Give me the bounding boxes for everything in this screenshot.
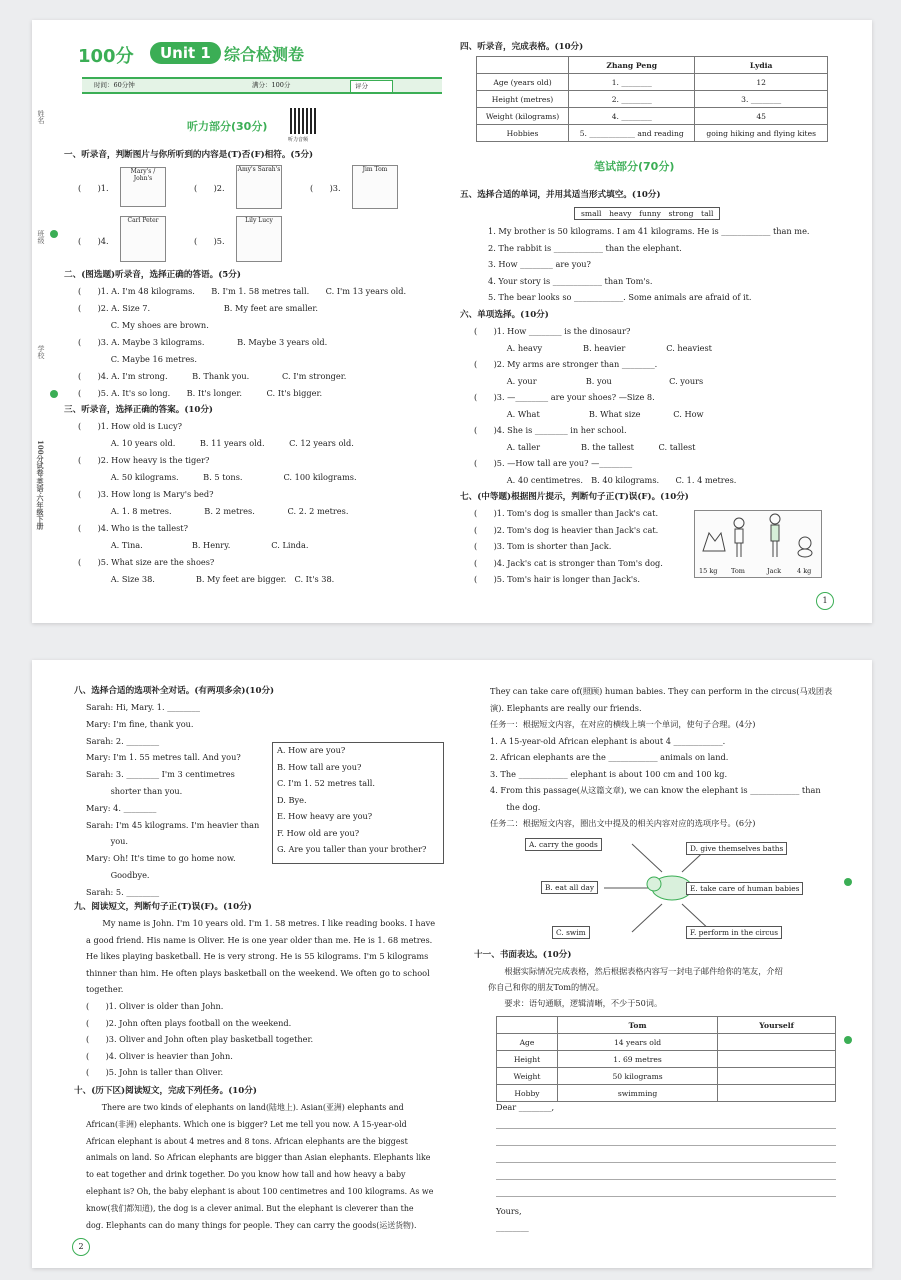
passage-line: There are two kinds of elephants on land(陆地上). Asian(亚洲) elephants and: [86, 1103, 404, 1112]
tom-label: Tom: [731, 567, 745, 575]
table-cell: 1. 69 metres: [558, 1051, 718, 1068]
writing-line[interactable]: [496, 1128, 836, 1129]
s9-line[interactable]: ( )1. Oliver is older than John.: [86, 1001, 224, 1011]
table-cell: Weight: [497, 1068, 558, 1085]
s9-line[interactable]: ( )4. Oliver is heavier than John.: [86, 1050, 233, 1061]
writing-line[interactable]: [496, 1179, 836, 1180]
spine-text: 100分试卷·英语·六年级下册: [36, 440, 45, 530]
section-2-lines: [78, 286, 406, 405]
letter-signature[interactable]: ________: [496, 1222, 529, 1232]
s5-line[interactable]: 2. The rabbit is ____________ than the elephant.: [488, 242, 682, 253]
s8-line[interactable]: Mary: 4. ________: [86, 802, 157, 813]
s3-line: A. 1. 8 metres. B. 2 metres. C. 2. 2 metres.: [78, 506, 349, 516]
s8-line: Mary: I'm 1. 55 metres tall. And you?: [86, 752, 241, 763]
section-9-title: 九、阅读短文，判断句子正(T)误(F)。(10分): [74, 902, 252, 912]
section-4-table: [476, 56, 828, 142]
s2-line[interactable]: ( )5. A. It's so long. B. It's longer. C. It's bigger.: [78, 388, 323, 398]
passage-line: African(非洲) elephants. Which one is bigger? Let me tell you now. A 15-year-old: [86, 1119, 407, 1129]
s7-picture: [694, 510, 822, 578]
table-cell-blank[interactable]: 2. ________: [569, 91, 695, 108]
table-cell: Weight (kilograms): [477, 108, 569, 125]
passage-line: He likes playing basketball. He is very strong. He is 55 kilograms. I'm 5 kilograms: [86, 951, 429, 961]
web-option-a[interactable]: A. carry the goods: [525, 838, 602, 851]
s8-line: Goodbye.: [86, 869, 150, 880]
grade-box[interactable]: 评分: [350, 80, 393, 93]
table-cell: 12: [695, 74, 828, 91]
s6-line: A. taller B. the tallest C. tallest: [474, 441, 696, 452]
section-3-lines: [78, 421, 357, 591]
section-3-title: 三、听录音，选择正确的答案。(10分): [64, 405, 213, 415]
table-cell-blank[interactable]: 5. ____________ and reading: [569, 125, 695, 142]
qr-label: 听力音频: [288, 137, 309, 143]
s1-picture-2: Amy's Sarah's: [236, 165, 282, 209]
passage-line: to eat together and drink together. Do you know how tall and how heavy a baby: [86, 1170, 406, 1180]
letter-dear[interactable]: Dear ________,: [496, 1102, 555, 1112]
s5-line[interactable]: 4. Your story is ____________ than Tom's.: [488, 275, 653, 286]
table-header-row: [477, 57, 828, 74]
web-option-b[interactable]: B. eat all day: [541, 881, 598, 894]
s3-line[interactable]: ( )3. How long is Mary's bed?: [78, 489, 214, 499]
table-header-row: [497, 1017, 836, 1034]
word-box: small heavy funny strong tall: [574, 207, 720, 220]
qr-code[interactable]: [290, 108, 316, 134]
page-number: 2: [72, 1238, 90, 1256]
yourself-cell[interactable]: [718, 1068, 836, 1085]
table-header-cell: Tom: [558, 1017, 718, 1034]
option-a: A. How are you?: [277, 745, 346, 755]
option-f: F. How old are you?: [277, 827, 360, 838]
jack-label: Jack: [767, 567, 782, 575]
s3-line[interactable]: ( )2. How heavy is the tiger?: [78, 455, 210, 465]
page-number: 1: [816, 592, 834, 610]
option-c: C. I'm 1. 52 metres tall.: [277, 778, 375, 788]
s9-line[interactable]: ( )5. John is taller than Oliver.: [86, 1067, 224, 1077]
s3-line: A. Size 38. B. My feet are bigger. C. It's 38.: [78, 574, 335, 584]
passage-line: together.: [86, 984, 124, 994]
s3-line: A. 10 years old. B. 11 years old. C. 12 years old.: [78, 438, 354, 448]
table-header-cell: Zhang Peng: [569, 57, 695, 74]
s1-item-1[interactable]: ( )1.: [78, 183, 109, 193]
passage-line: a good friend. His name is Oliver. He is one year older than me. He is 1. 68 metres.: [86, 934, 433, 945]
section-1-title: 一、听录音，判断图片与你所听到的内容是(T)否(F)相符。(5分): [64, 150, 314, 160]
section-11-table: [496, 1016, 836, 1102]
s8-line: shorter than you.: [86, 785, 183, 796]
s2-line[interactable]: ( )2. A. Size 7. B. My feet are smaller.: [78, 303, 319, 313]
section-9-passage: [86, 918, 435, 1001]
s9-line[interactable]: ( )2. John often plays football on the weekend.: [86, 1017, 292, 1028]
section-10-passage-right: [490, 686, 832, 835]
s9-line[interactable]: ( )3. Oliver and John often play basketball together.: [86, 1034, 314, 1044]
table-cell: going hiking and flying kites: [695, 125, 828, 142]
table-cell: 14 years old: [558, 1034, 718, 1051]
s7-line[interactable]: ( )4. Jack's cat is stronger than Tom's dog.: [474, 557, 663, 568]
table-row: [477, 74, 828, 91]
passage-line: They can take care of(照顾) human babies. They can perform in the circus(马戏团表: [490, 686, 833, 696]
exam-title: 综合检测卷: [224, 45, 305, 64]
s1-picture-1: Mary's / John's: [120, 167, 166, 207]
exam-page-1: [32, 20, 872, 623]
section-4-title: 四、听录音，完成表格。(10分): [460, 42, 584, 52]
passage-line: dog. Elephants can do many things for people. They can carry the goods(运送货物).: [86, 1220, 417, 1230]
side-label-class: 班级: [37, 230, 45, 244]
s7-line[interactable]: ( )5. Tom's hair is longer than Jack's.: [474, 574, 640, 584]
s8-line: Mary: Oh! It's time to go home now.: [86, 853, 236, 864]
web-option-d[interactable]: D. give themselves baths: [686, 842, 787, 855]
side-label-school: 学校: [37, 345, 45, 359]
table-cell: Age (years old): [477, 74, 569, 91]
binding-dot: [844, 878, 852, 886]
section-5-lines: [488, 226, 810, 309]
section-8-title: 八、选择合适的选项补全对话。(有两项多余)(10分): [74, 686, 275, 696]
section-7-lines: [474, 508, 663, 591]
table-cell: Age: [497, 1034, 558, 1051]
table-row: [497, 1068, 836, 1085]
passage-line: know(我们都知道), the dog is a clever animal. But the elephant is cleverer than the: [86, 1203, 414, 1213]
s2-line: C. Maybe 16 metres.: [78, 354, 197, 364]
table-header-cell: [477, 57, 569, 74]
yourself-cell[interactable]: [718, 1034, 836, 1051]
listening-header: 听力部分(30分): [187, 120, 268, 133]
s7-line[interactable]: ( )2. Tom's dog is heavier than Jack's cat.: [474, 524, 659, 535]
s2-line[interactable]: ( )4. A. I'm strong. B. Thank you. C. I'm stronger.: [78, 371, 347, 381]
table-header-cell: Lydia: [695, 57, 828, 74]
table-row: [477, 108, 828, 125]
web-option-e[interactable]: E. take care of human babies: [686, 882, 803, 895]
s1-item-3[interactable]: ( )3.: [310, 183, 341, 193]
section-7-title: 七、(中等题)根据图片提示，判断句子正(T)误(F)。(10分): [460, 492, 689, 502]
s8-line[interactable]: Sarah: Hi, Mary. 1. ________: [86, 702, 200, 712]
table-cell: 50 kilograms: [558, 1068, 718, 1085]
s8-line: Mary: I'm fine, thank you.: [86, 718, 194, 729]
binding-dot: [50, 390, 58, 398]
binding-dot: [844, 1036, 852, 1044]
s3-line: A. 50 kilograms. B. 5 tons. C. 100 kilograms.: [78, 472, 357, 482]
writing-header: 笔试部分(70分): [594, 160, 675, 173]
s7-figure-drawing: [695, 511, 821, 563]
s5-line[interactable]: 5. The bear looks so ____________. Some animals are afraid of it.: [488, 292, 752, 302]
passage-line: African elephant is about 4 metres and 8 tons. African elephants are the biggest: [86, 1136, 408, 1146]
table-row: [497, 1051, 836, 1068]
s8-line: Sarah: I'm 45 kilograms. I'm heavier than: [86, 819, 260, 830]
s1-item-5[interactable]: ( )5.: [194, 236, 225, 246]
table-header-cell: Yourself: [718, 1017, 836, 1034]
letter-yours: Yours,: [496, 1206, 522, 1216]
s1-item-2[interactable]: ( )2.: [194, 183, 225, 193]
table-cell-blank[interactable]: 4. ________: [569, 108, 695, 125]
passage-line: animals on land. So African elephants are bigger than Asian elephants. Elephants like: [86, 1153, 431, 1163]
table-row: [497, 1085, 836, 1102]
s2-line[interactable]: ( )3. A. Maybe 3 kilograms. B. Maybe 3 years old.: [78, 337, 328, 347]
option-e: E. How heavy are you?: [277, 811, 373, 821]
section-11-title: 十一、书面表达。(10分): [474, 950, 572, 960]
table-cell-blank[interactable]: 3. ________: [695, 91, 828, 108]
options-box: [272, 742, 444, 864]
s1-picture-3: Jim Tom: [352, 165, 398, 209]
passage-line: 演). Elephants are really our friends.: [490, 702, 642, 713]
intro-line: 根据实际情况完成表格，然后根据表格内容写一封电子邮件给你的笔友，介绍: [488, 966, 783, 976]
s7-line[interactable]: ( )3. Tom is shorter than Jack.: [474, 541, 612, 551]
table-header-cell: [497, 1017, 558, 1034]
info-bar: [82, 77, 442, 94]
brand-logo: 100分: [78, 46, 134, 67]
passage-line: elephant is? Oh, the baby elephant is about 100 centimetres and 100 kilograms. As we: [86, 1186, 434, 1196]
s2-line: C. My shoes are brown.: [78, 320, 209, 330]
section-10-title: 十、(历下区)阅读短文，完成下列任务。(10分): [74, 1086, 257, 1096]
table-cell: Height (metres): [477, 91, 569, 108]
task-1-title: 任务一：根据短文内容，在对应的横线上填一个单词，使句子合理。(4分): [490, 719, 756, 729]
s6-line[interactable]: ( )1. How ________ is the dinosaur?: [474, 326, 631, 336]
cat-weight-label: 4 kg: [797, 567, 812, 575]
section-5-title: 五、选择合适的单词，并用其适当形式填空。(10分): [460, 190, 661, 200]
s8-line: you.: [86, 836, 128, 847]
section-2-title: 二、(图选题)听录音，选择正确的答语。(5分): [64, 270, 241, 280]
intro-line: 要求：语句通顺，逻辑清晰，不少于50词。: [488, 998, 663, 1008]
s3-line: A. Tina. B. Henry. C. Linda.: [78, 540, 309, 550]
s6-line: A. 40 centimetres. B. 40 kilograms. C. 1. 4 metres.: [474, 474, 737, 485]
side-label-name: 姓名: [37, 110, 45, 124]
option-d: D. Bye.: [277, 794, 307, 805]
task-1-line: the dog.: [490, 801, 541, 812]
s3-line[interactable]: ( )5. What size are the shoes?: [78, 557, 215, 567]
table-row: [477, 125, 828, 142]
intro-line: 你自己和你的朋友Tom的情况。: [488, 982, 604, 992]
task-1-line[interactable]: 1. A 15-year-old African elephant is about 4 ____________.: [490, 735, 726, 746]
s3-line[interactable]: ( )1. How old is Lucy?: [78, 421, 182, 431]
option-b: B. How tall are you?: [277, 761, 362, 772]
task-1-line[interactable]: 3. The ____________ elephant is about 100 cm and 100 kg.: [490, 768, 728, 779]
s8-line[interactable]: Sarah: 2. ________: [86, 735, 160, 746]
writing-line[interactable]: [496, 1145, 836, 1146]
s1-item-4[interactable]: ( )4.: [78, 236, 109, 246]
s1-picture-4: Carl Peter: [120, 216, 166, 262]
passage-line: thinner than him. He often plays basketball on the weekend. We often go to school: [86, 967, 430, 978]
table-row: [497, 1034, 836, 1051]
score-label: 满分：100分: [252, 81, 291, 89]
table-cell: Hobby: [497, 1085, 558, 1102]
writing-line[interactable]: [496, 1196, 836, 1197]
s6-line: A. heavy B. heavier C. heaviest: [474, 342, 712, 353]
section-8-dialogue: [86, 702, 259, 904]
table-cell: swimming: [558, 1085, 718, 1102]
s6-line[interactable]: ( )3. —________ are your shoes? —Size 8.: [474, 392, 655, 402]
unit-badge: Unit 1: [150, 42, 221, 64]
section-6-title: 六、单项选择。(10分): [460, 310, 549, 320]
section-6-lines: [474, 326, 736, 491]
binding-dot: [50, 230, 58, 238]
section-10-passage-left: [86, 1102, 433, 1236]
s6-line[interactable]: ( )4. She is ________ in her school.: [474, 425, 627, 435]
s6-line: A. your B. you C. yours: [474, 375, 704, 386]
web-option-f[interactable]: F. perform in the circus: [686, 926, 782, 939]
web-option-c[interactable]: C. swim: [552, 926, 590, 939]
table-cell: Hobbies: [477, 125, 569, 142]
passage-line: My name is John. I'm 10 years old. I'm 1. 58 metres. I like reading books. I have: [86, 918, 436, 928]
s8-line[interactable]: Sarah: 3. ________ I'm 3 centimetres: [86, 769, 235, 780]
s8-line[interactable]: Sarah: 5. ________: [86, 886, 160, 897]
s5-line[interactable]: 3. How ________ are you?: [488, 259, 591, 269]
yourself-cell[interactable]: [718, 1051, 836, 1068]
s5-line[interactable]: 1. My brother is 50 kilograms. I am 41 kilograms. He is ____________ than me.: [488, 226, 810, 236]
s2-line[interactable]: ( )1. A. I'm 48 kilograms. B. I'm 1. 58 metres tall. C. I'm 13 years old.: [78, 286, 407, 296]
s6-line[interactable]: ( )5. —How tall are you? —________: [474, 458, 633, 468]
task-1-line[interactable]: 2. African elephants are the ____________ animals on land.: [490, 752, 729, 762]
s1-picture-5: Lily Lucy: [236, 216, 282, 262]
exam-page-2: [32, 660, 872, 1268]
yourself-cell[interactable]: [718, 1085, 836, 1102]
writing-line[interactable]: [496, 1162, 836, 1163]
table-cell: Height: [497, 1051, 558, 1068]
section-9-lines: [86, 1001, 313, 1084]
section-11-intro: [488, 966, 783, 1014]
time-label: 时间：60分钟: [94, 81, 135, 89]
table-row: [477, 91, 828, 108]
s6-line: A. What B. What size C. How: [474, 408, 704, 419]
table-cell: 45: [695, 108, 828, 125]
task-1-line[interactable]: 4. From this passage(从这篇文章), we can know the elephant is ____________ than: [490, 785, 821, 795]
s3-line[interactable]: ( )4. Who is the tallest?: [78, 523, 188, 533]
dog-weight-label: 15 kg: [699, 567, 718, 575]
task-2-title: 任务二：根据短文内容，圈出文中提及的相关内容对应的选项序号。(6分): [490, 818, 756, 828]
s7-line[interactable]: ( )1. Tom's dog is smaller than Jack's cat.: [474, 508, 659, 518]
table-cell-blank[interactable]: 1. ________: [569, 74, 695, 91]
option-g: G. Are you taller than your brother?: [277, 844, 427, 854]
s6-line[interactable]: ( )2. My arms are stronger than ________.: [474, 359, 658, 369]
